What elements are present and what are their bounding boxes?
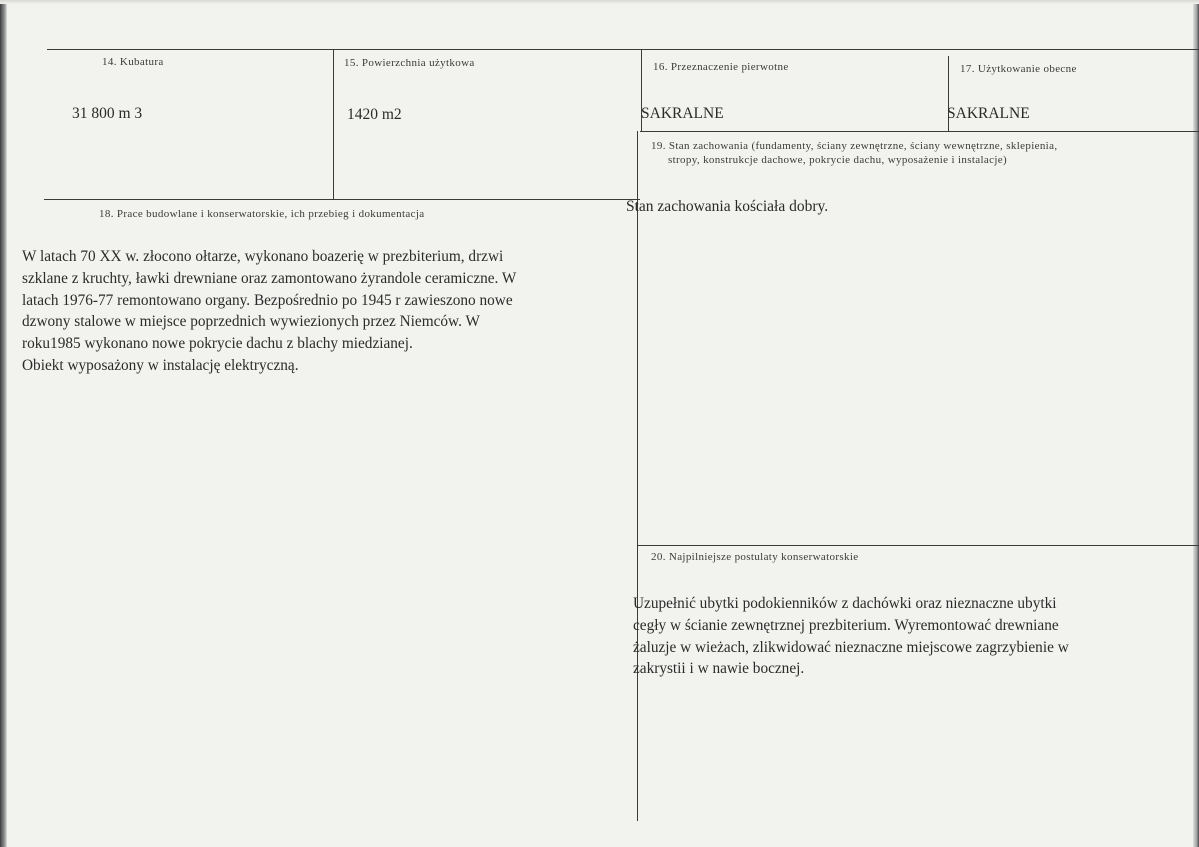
powierzchnia-label: 15. Powierzchnia użytkowa [344,57,475,69]
kubatura-value: 31 800 m 3 [72,105,143,122]
prace-line: W latach 70 XX w. złocono ołtarze, wykonano boazerię w prezbiterium, drzwi [22,248,504,265]
rule-under-14-15 [44,199,640,200]
center-divider [637,131,638,821]
uzytkowanie-value: SAKRALNE [947,105,1030,122]
postulaty-line: zakrystii i w nawie bocznej. [633,660,805,678]
kubatura-label: 14. Kubatura [102,56,164,68]
scan-top-edge [0,0,1199,4]
postulaty-line: Uzupełnić ubytki podokienników z dachówki oraz nieznaczne ubytki [633,595,1057,612]
scan-right-edge [1193,0,1199,847]
rule-under-16-17 [640,131,1199,132]
prace-text [22,246,516,377]
postulaty-line: cegły w ścianie zewnętrznej prezbiterium. Wyremontować drewniane [633,616,1059,634]
top-rule [47,49,1199,50]
postulaty-label: 20. Najpilniejsze postulaty konserwatorskie [651,551,859,563]
prace-line: roku1985 wykonano nowe pokrycie dachu z blachy miedzianej. [22,335,413,353]
prace-label: 18. Prace budowlane i konserwatorskie, ich przebieg i dokumentacja [99,208,425,220]
przeznaczenie-value: SAKRALNE [641,105,724,122]
rule-under-19 [638,545,1199,546]
uzytkowanie-label: 17. Użytkowanie obecne [960,63,1077,75]
postulaty-line: żaluzje w wieżach, zlikwidować nieznaczne miejscowe zagrzybienie w [633,638,1069,656]
divider-14-15 [333,49,334,199]
prace-line: dzwony stalowe w miejsce poprzednich wywiezionych przez Niemców. W [22,313,480,331]
scan-left-edge [0,0,7,847]
powierzchnia-value: 1420 m2 [347,106,402,123]
przeznaczenie-label: 16. Przeznaczenie pierwotne [653,61,789,73]
prace-line: szklane z kruchty, ławki drewniane oraz zamontowano żyrandole ceramiczne. W [22,269,517,287]
postulaty-text [633,593,1069,680]
prace-line: latach 1976-77 remontowano organy. Bezpośrednio po 1945 r zawieszono nowe [22,291,513,309]
stan-label [651,139,1057,167]
prace-line: Obiekt wyposażony w instalację elektryczną. [22,356,299,374]
stan-label-line: stropy, konstrukcje dachowe, pokrycie dachu, wyposażenie i instalacje) [668,154,1008,166]
stan-value: Stan zachowania kościała dobry. [626,198,829,215]
stan-label-line: 19. Stan zachowania (fundamenty, ściany zewnętrzne, ściany wewnętrzne, sklepienia, [651,140,1058,152]
